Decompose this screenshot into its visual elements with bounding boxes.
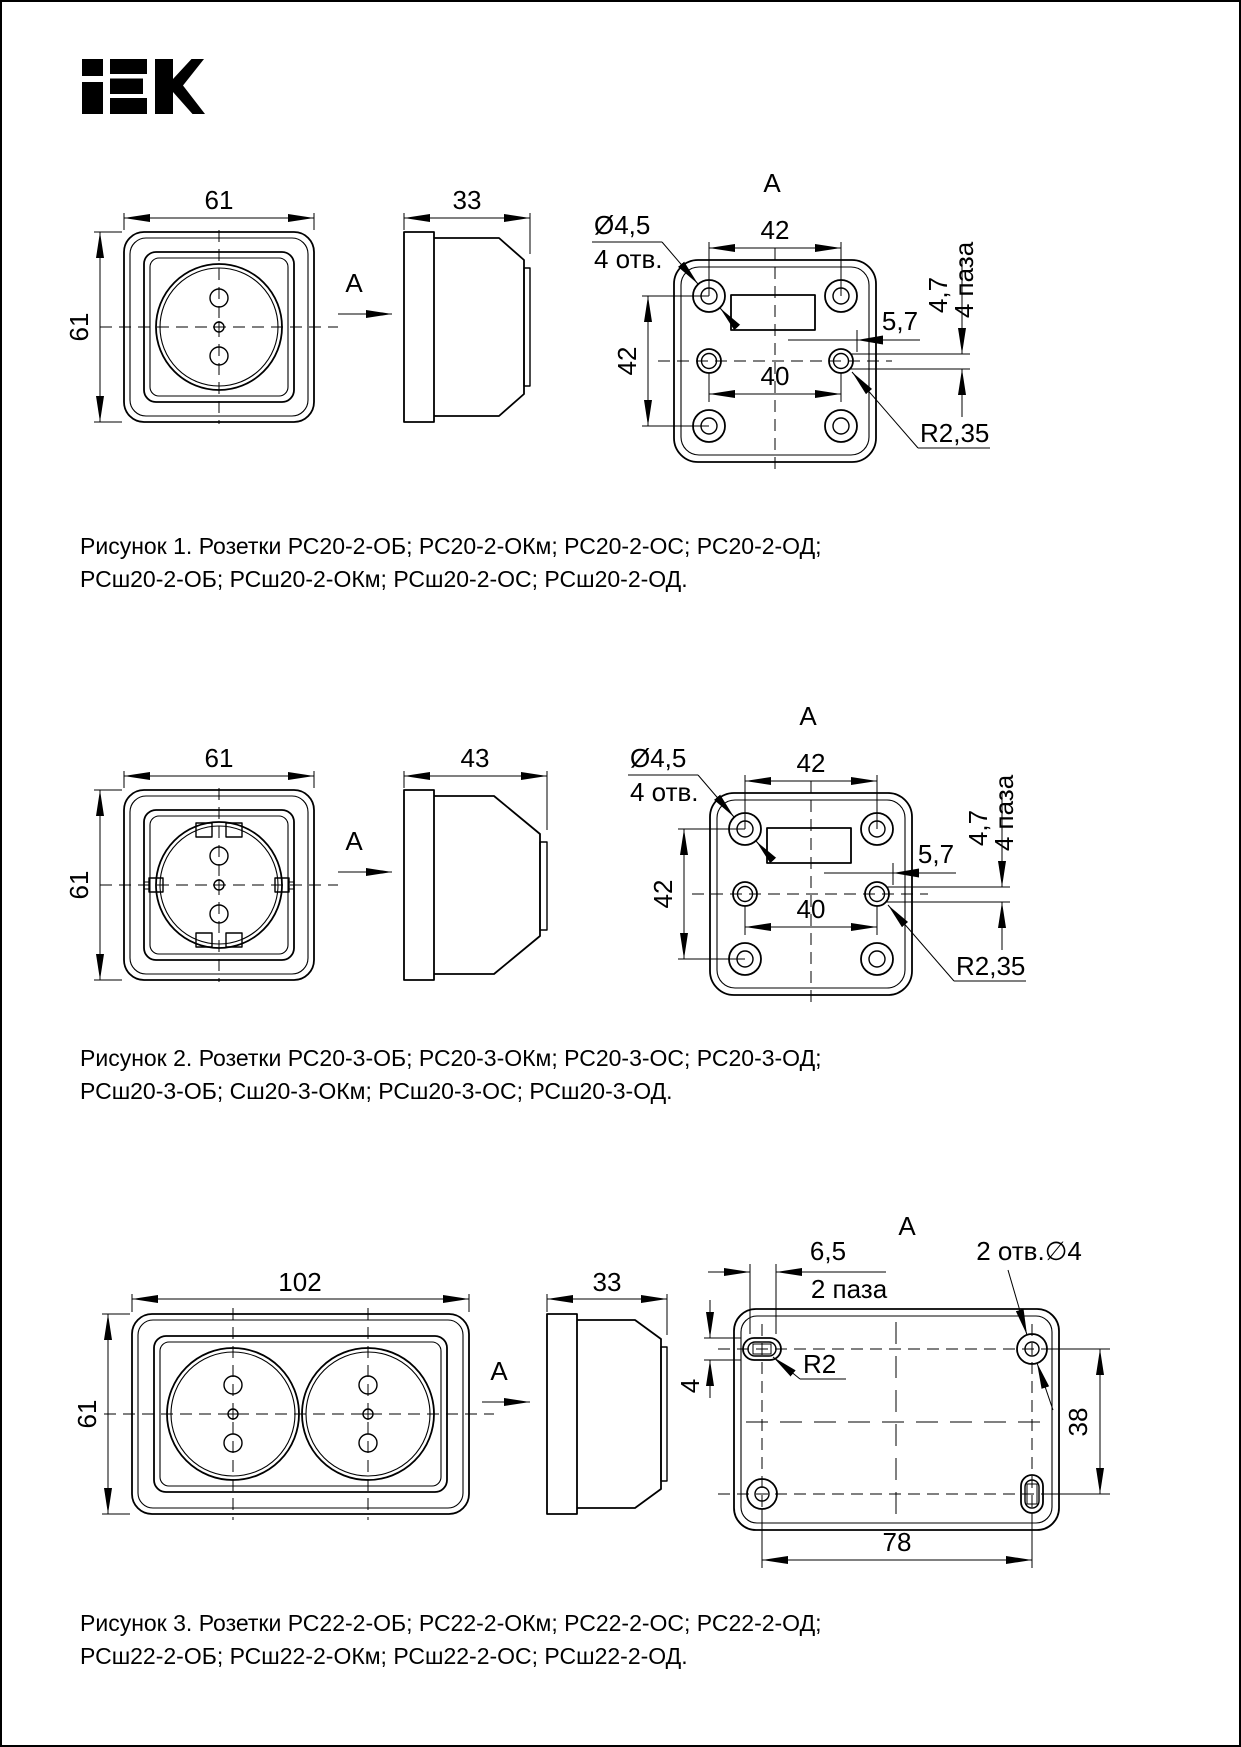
fig2-front-width-dim: 61 — [204, 743, 234, 773]
fig2-back-view-label: A — [799, 701, 817, 731]
figure-3-front-view — [72, 1267, 494, 1520]
figure-2-view-arrow — [338, 826, 392, 872]
figure-1-view-arrow — [338, 268, 392, 314]
fig2-back-slot-depth-dim: 4,7 — [963, 809, 993, 847]
figure-3-view-arrow — [482, 1356, 530, 1402]
technical-drawing — [2, 2, 1239, 1745]
fig3-back-pitch-v-dim: 38 — [1063, 1407, 1093, 1437]
fig3-back-slot-count-label: 2 паза — [810, 1274, 888, 1304]
fig3-side-depth-dim: 33 — [592, 1267, 622, 1297]
figure-2-side-view — [404, 743, 547, 980]
figure-1-caption-line-1: Рисунок 1. Розетки РС20-2-ОБ; РС20-2-ОКм; РС20-2-ОС; РС20-2-ОД; — [80, 533, 822, 559]
fig1-back-hole-count-label: 4 отв. — [594, 244, 663, 274]
fig3-back-slot-h-dim: 4 — [675, 1378, 705, 1394]
fig3-back-slot-len-dim: 6,5 — [809, 1236, 847, 1266]
figure-3-caption-line-1: Рисунок 3. Розетки РС22-2-ОБ; РС22-2-ОКм; РС22-2-ОС; РС22-2-ОД; — [80, 1610, 822, 1636]
fig2-back-radius-label: R2,35 — [956, 951, 1026, 981]
figure-1-caption — [80, 530, 822, 596]
fig1-back-pitch-mid-dim: 40 — [760, 361, 790, 391]
iek-logo — [82, 59, 205, 114]
fig1-front-height-dim: 61 — [64, 312, 94, 342]
fig1-back-view-label: A — [763, 168, 781, 198]
fig3-back-radius-label: R2 — [803, 1349, 837, 1379]
figure-2-back-view — [628, 701, 1026, 1005]
figure-3-caption-line-2: РСш22-2-ОБ; РСш22-2-ОКм; РСш22-2-ОС; РСш22-2-ОД. — [80, 1643, 688, 1669]
figure-2-caption-line-2: РСш20-3-ОБ; Сш20-3-ОКм; РСш20-3-ОС; РСш20-3-ОД. — [80, 1078, 673, 1104]
fig2-back-pitch-h-dim: 42 — [796, 748, 826, 778]
fig3-back-pitch-h-dim: 78 — [882, 1527, 912, 1557]
fig1-view-arrow-label: A — [345, 268, 363, 298]
figure-1-caption-line-2: РСш20-2-ОБ; РСш20-2-ОКм; РСш20-2-ОС; РСш20-2-ОД. — [80, 566, 688, 592]
fig3-back-holes-label: 2 отв.∅4 — [976, 1236, 1082, 1266]
fig2-front-height-dim: 61 — [64, 870, 94, 900]
fig2-back-hole-count-label: 4 отв. — [630, 777, 699, 807]
fig1-back-slot-count-label: 4 паза — [949, 241, 979, 319]
fig2-back-slot-count-label: 4 паза — [989, 774, 1019, 852]
fig1-back-hole-dia-label: Ø4,5 — [594, 210, 651, 240]
figure-3-caption — [80, 1607, 822, 1673]
figure-3-side-view — [547, 1267, 667, 1514]
fig1-back-pitch-v-dim: 42 — [612, 346, 642, 376]
figure-3-back-view — [675, 1211, 1110, 1568]
figure-2-caption — [80, 1042, 822, 1108]
fig1-back-radius-label: R2,35 — [920, 418, 990, 448]
figure-1-side-view — [404, 185, 530, 422]
fig3-back-view-label: A — [898, 1211, 916, 1241]
fig1-side-depth-dim: 33 — [452, 185, 482, 215]
fig3-view-arrow-label: A — [490, 1356, 508, 1386]
fig3-front-height-dim: 61 — [72, 1399, 102, 1429]
fig2-back-pitch-mid-dim: 40 — [796, 894, 826, 924]
fig3-front-width-dim: 102 — [278, 1267, 322, 1297]
fig2-back-hole-dia-label: Ø4,5 — [630, 743, 687, 773]
fig1-back-edge-offset-dim: 5,7 — [881, 306, 919, 336]
fig2-view-arrow-label: A — [345, 826, 363, 856]
fig1-front-width-dim: 61 — [204, 185, 234, 215]
fig1-back-slot-depth-dim: 4,7 — [923, 276, 953, 314]
fig2-side-depth-dim: 43 — [460, 743, 490, 773]
figure-1-back-view — [592, 168, 990, 472]
fig2-back-pitch-v-dim: 42 — [648, 879, 678, 909]
figure-2-front-view — [64, 743, 338, 982]
figure-2-caption-line-1: Рисунок 2. Розетки РС20-3-ОБ; РС20-3-ОКм; РС20-3-ОС; РС20-3-ОД; — [80, 1045, 822, 1071]
fig1-back-pitch-h-dim: 42 — [760, 215, 790, 245]
fig2-back-edge-offset-dim: 5,7 — [917, 839, 955, 869]
figure-1-front-view — [64, 185, 338, 424]
